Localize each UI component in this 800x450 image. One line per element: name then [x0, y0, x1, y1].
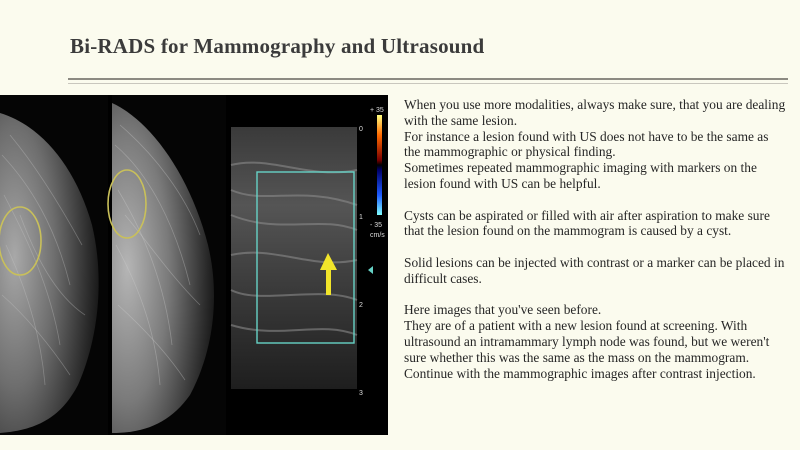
text-line: Here images that you've seen before. [404, 302, 602, 318]
depth-mark-2: 2 [359, 302, 363, 309]
text-line: Cysts can be aspirated or filled with air after aspiration to make sure that the lesion found on the mammogram is caused by a cyst. [404, 207, 770, 239]
mammogram-left-image [0, 95, 108, 435]
paragraph-patient-case [404, 302, 786, 381]
paragraph-solid-lesions [404, 255, 786, 287]
velocity-bottom-label: - 35 [370, 222, 383, 229]
medical-images-figure [0, 95, 388, 435]
ultrasound-image [229, 98, 387, 432]
velocity-unit-label: cm/s [370, 232, 385, 239]
paragraph-modalities [404, 97, 786, 192]
depth-mark-0: 0 [359, 126, 363, 133]
depth-mark-3: 3 [359, 390, 363, 397]
text-line: Solid lesions can be injected with contrast or a marker can be placed in difficult cases. [404, 254, 785, 286]
text-line: Sometimes repeated mammographic imaging with markers on the lesion found with US can be helpful. [404, 160, 757, 191]
slide-body-text [404, 97, 786, 397]
paragraph-cysts [404, 208, 786, 240]
velocity-top-label: + 35 [370, 107, 384, 114]
doppler-color-bar [377, 115, 382, 215]
slide-title: Bi-RADS for Mammography and Ultrasound [70, 34, 485, 58]
depth-mark-1: 1 [359, 214, 363, 221]
text-line: Continue with the mammographic images after contrast injection. [404, 365, 756, 381]
text-line: For instance a lesion found with US does not have to be the same as the mammographic or physical finding. [404, 128, 769, 160]
title-divider [68, 78, 788, 80]
mammogram-middle-image [108, 95, 226, 435]
title-divider-secondary [68, 83, 788, 84]
text-line: They are of a patient with a new lesion found at screening. With ultrasound an intramammary lymph node was found, but we weren't sure whether this was the same as the mass on the mammogram. [404, 318, 770, 365]
text-line: When you use more modalities, always make sure, that you are dealing with the same lesion. [404, 97, 786, 128]
